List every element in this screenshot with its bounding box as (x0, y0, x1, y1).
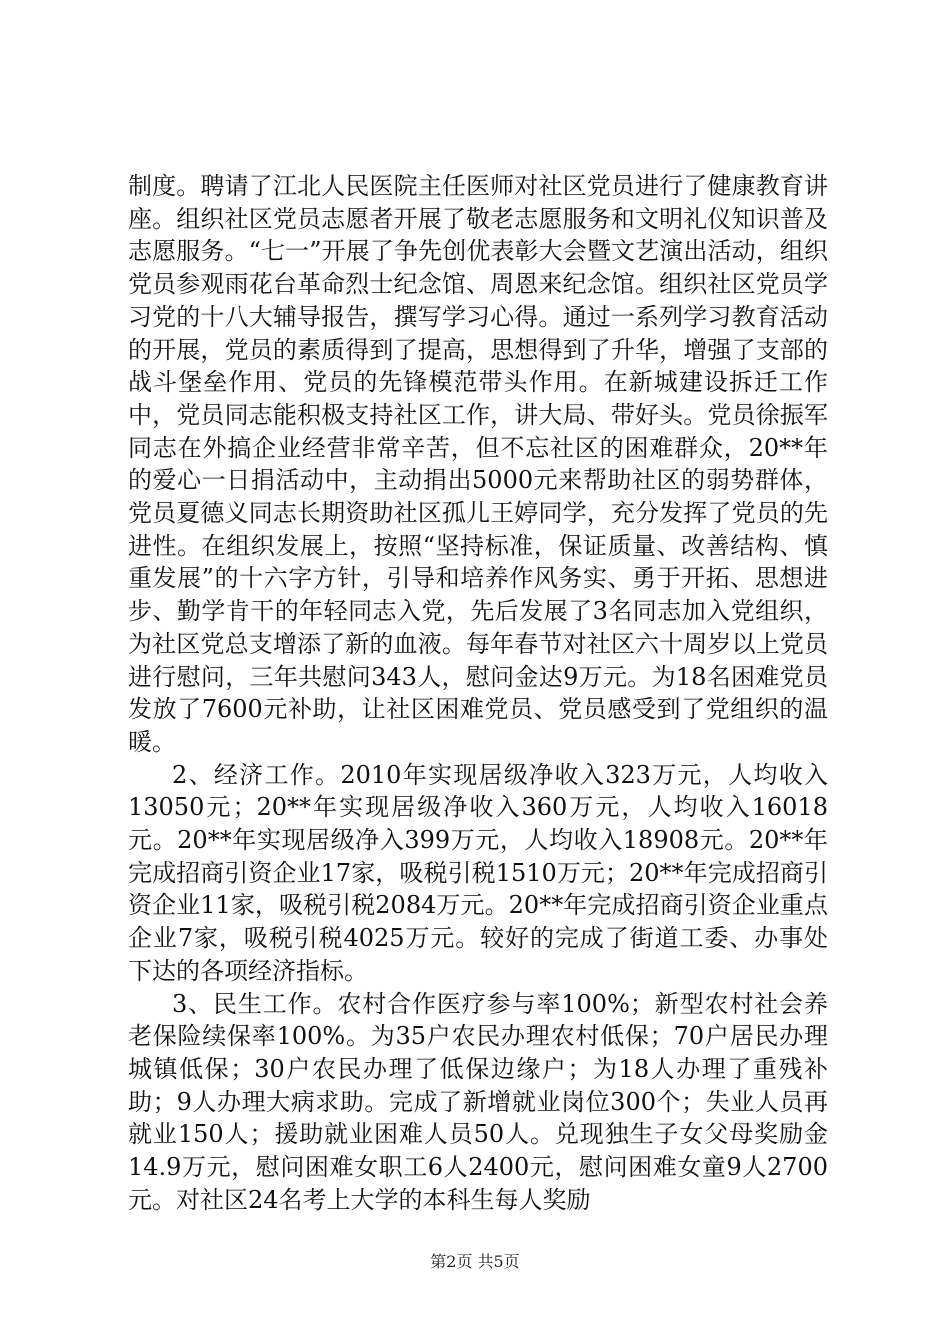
paragraph-economic-work: 2、经济工作。2010年实现居级净收入323万元，人均收入13050元；20**年实现居级净收入360万元，人均收入16018元。20**年实现居级净入399万元，人均收入18908元。20**年完成招商引资企业17家，吸税引税1510万元；20**年完成招商引资企业11家，吸税引税2084万元。20**年完成招商引资企业重点企业7家，吸税引税4025万元。较好的完成了街道工委、办事处下达的各项经济指标。 (128, 760, 828, 985)
paragraph-livelihood-work: 3、民生工作。农村合作医疗参与率100%；新型农村社会养老保险续保率100%。为35户农民办理农村低保；70户居民办理城镇低保；30户农民办理了低保边缘户；为18人办理了重残补助；9人办理大病求助。完成了新增就业岗位300个；失业人员再就业150人；援助就业困难人员50人。兑现独生子女父母奖励金14.9万元，慰问困难女职工6人2400元，慰问困难女童9人2700元。对社区24名考上大学的本科生每人奖励 (128, 989, 828, 1214)
paragraph-party-building: 制度。聘请了江北人民医院主任医师对社区党员进行了健康教育讲座。组织社区党员志愿者开展了敬老志愿服务和文明礼仪知识普及志愿服务。“七一”开展了争先创优表彰大会暨文艺演出活动，组织党员参观雨花台革命烈士纪念馆、周恩来纪念馆。组织社区党员学习党的十八大辅导报告，撰写学习心得。通过一系列学习教育活动的开展，党员的素质得到了提高，思想得到了升华，增强了支部的战斗堡垒作用、党员的先锋模范带头作用。在新城建设拆迁工作中，党员同志能积极支持社区工作，讲大局、带好头。党员徐振军同志在外搞企业经营非常辛苦，但不忘社区的困难群众，20**年的爱心一日捐活动中，主动捐出5000元来帮助社区的弱势群体，党员夏德义同志长期资助社区孤儿王婷同学，充分发挥了党员的先进性。在组织发展上，按照“坚持标准，保证质量、改善结构、慎重发展”的十六字方针，引导和培养作风务实、勇于开拓、思想进步、勤学肯干的年轻同志入党，先后发展了3名同志加入党组织，为社区党总支增添了新的血液。每年春节对社区六十周岁以上党员进行慰问，三年共慰问343人，慰问金达9万元。为18名困难党员发放了7600元补助，让社区困难党员、党员感受到了党组织的温暖。 (128, 172, 828, 756)
document-body (128, 170, 828, 1217)
page-number-footer: 第2页 共5页 (430, 1252, 520, 1271)
